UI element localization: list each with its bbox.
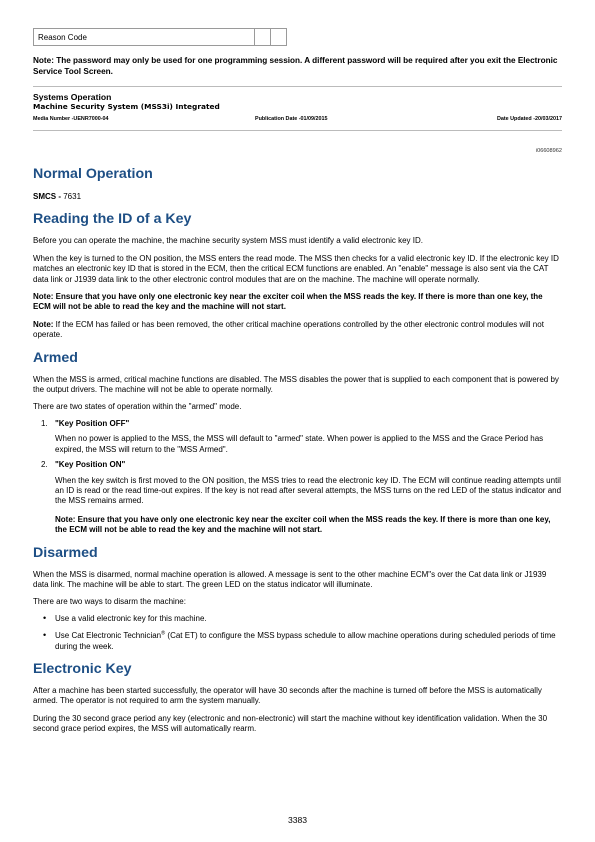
paragraph: When the MSS is disarmed, normal machine operation is allowed. A message is sent to the other machine ECM"s over the Cat data link or J1939 data link. The machine will be able to start. The green LED on the status indicator will illuminate. — [33, 569, 547, 589]
document-subtitle: Machine Security System (MSS3i) Integrated — [33, 102, 220, 111]
list-item-heading: "Key Position OFF" — [55, 418, 130, 428]
paragraph: After a machine has been started successfully, the operator will have 30 seconds after the machine is turned off before the MSS is automatically armed. The operator is not required to arm the system manually. — [33, 685, 542, 706]
registered-mark: ® — [161, 630, 166, 637]
section-title-electronic-key: Electronic Key — [33, 660, 132, 677]
media-number: Media Number -UENR7000-04 — [33, 116, 109, 122]
page-number: 3383 — [287, 815, 308, 825]
date-updated: Date Updated -20/03/2017 — [496, 116, 562, 122]
smcs-value: 7631 — [63, 192, 82, 201]
password-note: Note: The password may only be used for one programming session. A different password will be required after you exit the Electronic Service Tool Screen. — [33, 56, 558, 76]
disarm-ways-list — [33, 614, 562, 652]
document-header — [33, 92, 562, 125]
list-item-text: Use a valid electronic key for this machine. — [55, 613, 207, 623]
image-id: i06608962 — [535, 148, 562, 154]
list-item — [33, 631, 562, 652]
document-title: Systems Operation — [33, 92, 112, 102]
list-item-heading: "Key Position ON" — [55, 460, 126, 470]
paragraph: When the MSS is armed, critical machine functions are disabled. The MSS disables the power that is supplied to each component that is powered by the output drivers. The machine will not be able to operate normally. — [33, 374, 559, 395]
list-item — [33, 460, 562, 535]
document-body — [33, 165, 562, 735]
smcs-label: SMCS - — [33, 192, 61, 201]
paragraph: When the key is turned to the ON position, the MSS enters the read mode. The MSS then checks for a valid electronic key ID. If the electronic key ID matches an electronic key ID that is stored in the ECM, then the critical ECM functions are enabled. An "enable" message is also sent via the CAT data link or J1939 data link to the other electronic control modules that are on the machine. The machine will operate normally. — [33, 253, 559, 284]
list-item — [33, 419, 562, 455]
section-title-armed: Armed — [33, 349, 78, 366]
paragraph: There are two states of operation within the "armed" mode. — [33, 402, 242, 412]
paragraph: During the 30 second grace period any key (electronic and non-electronic) will start the machine without key identification validation. When the 30 second grace period expires, the MSS will automatically rearm. — [33, 713, 548, 734]
note — [33, 320, 562, 341]
note: Note: Ensure that you have only one electronic key near the exciter coil when the MSS reads the key. If there is more than one key, the ECM will not be able to read the key and the machine will not start. — [33, 292, 543, 312]
smcs-code — [33, 192, 562, 202]
bullet-icon: • — [43, 612, 47, 623]
note-label: Note: — [33, 319, 54, 329]
list-number: 1. — [41, 418, 48, 428]
armed-states-list — [33, 419, 562, 536]
bullet-icon: • — [43, 630, 47, 641]
section-title-reading-id: Reading the ID of a Key — [33, 211, 192, 228]
list-item — [33, 614, 562, 624]
divider — [33, 86, 562, 87]
list-item-body: When no power is applied to the MSS, the MSS will default to "armed" state. When power is applied to the MSS and the Grace Period has expired, the MSS will return to the "MSS Armed". — [55, 434, 544, 454]
reason-code-table — [33, 28, 287, 46]
list-item-text: Use Cat Electronic Technician — [55, 631, 162, 641]
list-item-body: When the key switch is first moved to the ON position, the MSS tries to read the electronic key ID. The ECM will continue reading attempts until an ID is read or the read time-out expires. If the key is not read after several attempts, the MSS turns on the red LED of the status indicator and the MSS remains armed. — [55, 475, 562, 506]
paragraph: Before you can operate the machine, the machine security system MSS must identify a valid electronic key ID. — [33, 236, 423, 246]
list-item-text: (Cat ET) to configure the MSS bypass schedule to allow machine operations during scheduled periods of time during the week. — [55, 631, 556, 651]
list-number: 2. — [41, 460, 48, 470]
reason-code-label: Reason Code — [34, 29, 255, 46]
reason-code-cell — [271, 29, 287, 46]
section-title-disarmed: Disarmed — [33, 544, 98, 561]
divider — [33, 130, 562, 131]
publication-date: Publication Date -01/09/2015 — [255, 116, 328, 122]
paragraph: There are two ways to disarm the machine: — [33, 597, 186, 607]
note-text: If the ECM has failed or has been removed, the other critical machine operations controlled by the other electronic control modules will not operate. — [33, 319, 544, 340]
list-item-note: Note: Ensure that you have only one electronic key near the exciter coil when the MSS reads the key. If there is more than one key, the ECM will not be able to read the key and the machine will not start. — [55, 514, 551, 535]
section-title-normal-operation: Normal Operation — [33, 166, 153, 182]
reason-code-cell — [255, 29, 271, 46]
document-meta — [33, 116, 562, 125]
